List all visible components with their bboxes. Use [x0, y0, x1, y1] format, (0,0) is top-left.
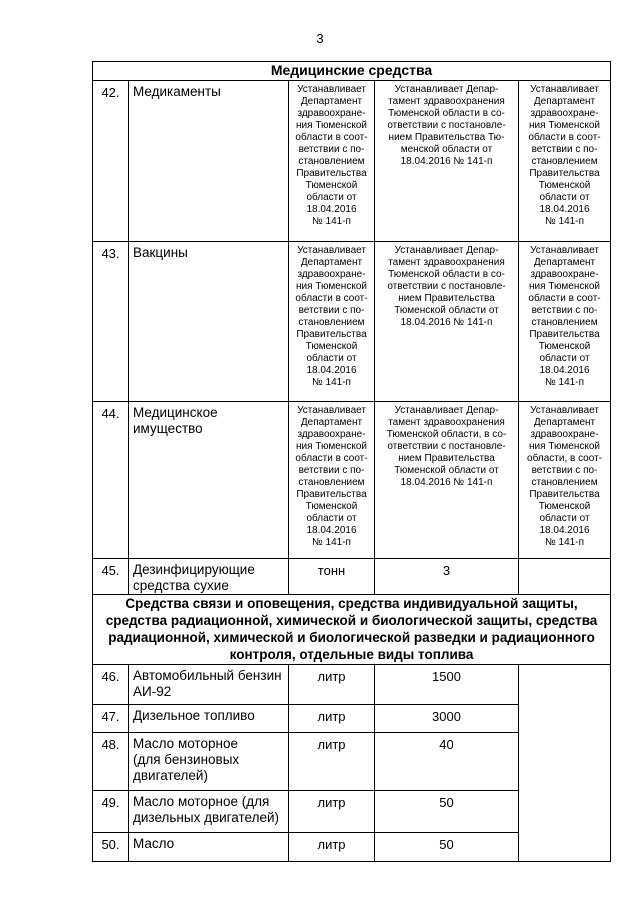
authority-cell: Устанавливает Департамент здравоохране- ния Тюменской области в соот- ветствии с по- становлением Правительства Тюменской области от 18.04.2016 № 141-п: [289, 242, 375, 402]
item-name: Дизельное топливо: [129, 705, 289, 733]
table-row: [93, 242, 611, 402]
section-title-comm: Средства связи и оповещения, средства индивидуальной защиты, средства радиационной, химической и биологической защиты, средства радиационной, химической и биологической разведки и радиационного контроля, отдельные виды топлива: [93, 595, 611, 665]
table-row: [93, 665, 611, 705]
row-number: 49.: [93, 791, 129, 833]
item-name: Дезинфицирующие средства сухие: [129, 559, 289, 595]
quantity-cell: 50: [375, 791, 519, 833]
quantity-cell: 40: [375, 733, 519, 791]
section-header-medical: [93, 62, 611, 81]
table-row: [93, 559, 611, 595]
unit-cell: литр: [289, 791, 375, 833]
authority-cell: Устанавливает Депар- тамент здравоохранения Тюменской области в со- ответствии с постановле- нием Правительства Тю- менской области от 18.04.2016 № 141-п: [375, 81, 519, 242]
authority-cell: Устанавливает Департамент здравоохране- ния Тюменской области в соот- ветствии с по- становлением Правительства Тюменской области от 18.04.2016 № 141-п: [289, 402, 375, 559]
row-number: 46.: [93, 665, 129, 705]
row-number: 48.: [93, 733, 129, 791]
row-number: 43.: [93, 242, 129, 402]
table-row: [93, 402, 611, 559]
row-number: 42.: [93, 81, 129, 242]
section-header-comm: [93, 595, 611, 665]
table-row: [93, 81, 611, 242]
quantity-cell: 50: [375, 833, 519, 862]
item-name: Масло моторное (для дизельных двигателей): [129, 791, 289, 833]
quantity-cell: 3: [375, 559, 519, 595]
page-number: 3: [316, 31, 324, 46]
authority-cell: Устанавливает Департамент здравоохране- ния Тюменской области в соот- ветствии с по- становлением Правительства Тюменской области от 18.04.2016 № 141-п: [519, 242, 611, 402]
quantity-cell: 1500: [375, 665, 519, 705]
unit-cell: литр: [289, 705, 375, 733]
empty-cell: [519, 559, 611, 595]
authority-cell: Устанавливает Департамент здравоохране- ния Тюменской области в соот- ветствии с по- становлением Правительства Тюменской области от 18.04.2016 № 141-п: [519, 81, 611, 242]
item-name: Вакцины: [129, 242, 289, 402]
authority-cell: Устанавливает Департамент здравоохране- ния Тюменской области в соот- ветствии с по- становлением Правительства Тюменской области от 18.04.2016 № 141-п: [289, 81, 375, 242]
authority-cell: Устанавливает Депар- тамент здравоохранения Тюменской области в со- ответствии с постановле- нием Правительства Тюменской области от 18.04.2016 № 141-п: [375, 242, 519, 402]
item-name: Медикаменты: [129, 81, 289, 242]
unit-cell: тонн: [289, 559, 375, 595]
empty-merged-cell: [519, 665, 611, 862]
unit-cell: литр: [289, 833, 375, 862]
row-number: 47.: [93, 705, 129, 733]
authority-cell: Устанавливает Департамент здравоохране- ния Тюменской области, в соот- ветствии с по- становлением Правительства Тюменской области от 18.04.2016 № 141-п: [519, 402, 611, 559]
unit-cell: литр: [289, 733, 375, 791]
row-number: 50.: [93, 833, 129, 862]
row-number: 45.: [93, 559, 129, 595]
row-number: 44.: [93, 402, 129, 559]
item-name: Масло: [129, 833, 289, 862]
item-name: Масло моторное (для бензиновых двигателей): [129, 733, 289, 791]
resource-table: [92, 61, 611, 862]
item-name: Автомобильный бензин АИ-92: [129, 665, 289, 705]
item-name: Медицинское имущество: [129, 402, 289, 559]
authority-cell: Устанавливает Депар- тамент здравоохранения Тюменской области, в со- ответствии с постановле- нием Правительства Тюменской области от 18.04.2016 № 141-п: [375, 402, 519, 559]
section-title-medical: Медицинские средства: [93, 62, 611, 81]
quantity-cell: 3000: [375, 705, 519, 733]
unit-cell: литр: [289, 665, 375, 705]
